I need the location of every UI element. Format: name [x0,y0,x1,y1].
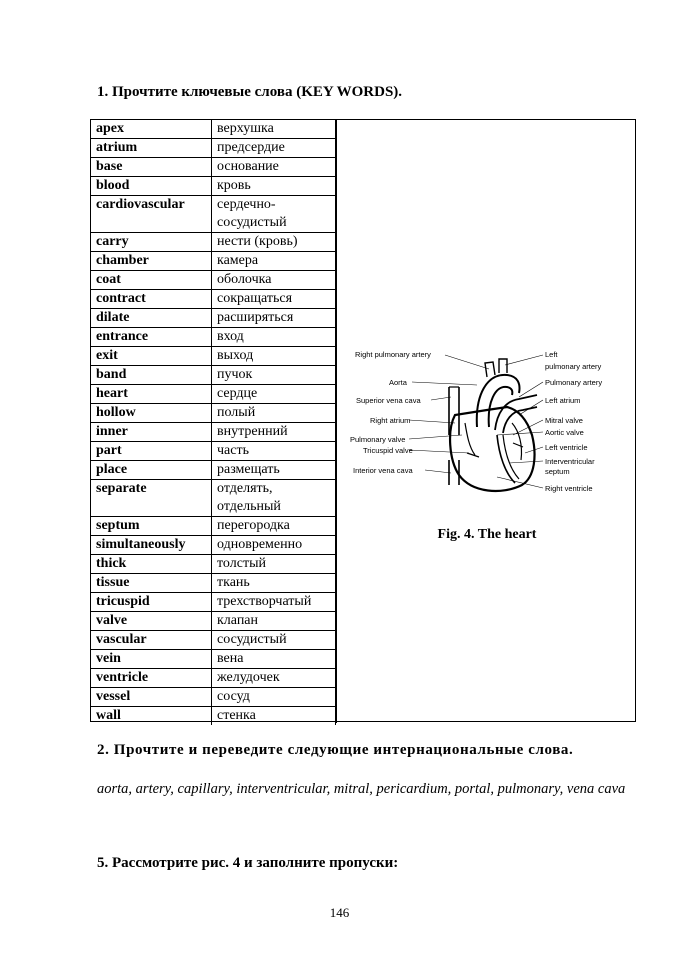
vocab-row [91,669,336,688]
vocab-russian: ткань [212,574,336,593]
vocab-russian: сердце [212,385,336,404]
vocab-row [91,555,336,574]
figure-caption: Fig. 4. The heart [437,527,537,542]
vocab-row [91,480,336,517]
vocab-english: place [91,461,212,480]
label-aortic-valve: Aortic valve [545,428,584,437]
heart-diagram [337,335,637,495]
vocab-english: cardiovascular [91,196,212,233]
vocab-russian: расширяться [212,309,336,328]
vocab-russian: отделять, отдельный [212,480,336,517]
vocab-row [91,328,336,347]
vocab-row [91,139,336,158]
vocab-english: wall [91,707,212,726]
vocab-english: vascular [91,631,212,650]
vocab-russian: вход [212,328,336,347]
vocab-russian: оболочка [212,271,336,290]
vocab-english: band [91,366,212,385]
label-mitral-valve: Mitral valve [545,416,583,425]
label-pulmonary-artery: Pulmonary artery [545,378,603,387]
vocab-row [91,177,336,196]
label-right-atrium: Right atrium [370,416,411,425]
vocab-russian: размещать [212,461,336,480]
section-1-title: 1. Прочтите ключевые слова (KEY WORDS). [97,84,403,100]
vocab-russian: выход [212,347,336,366]
vocab-row [91,120,336,139]
vocab-russian: перегородка [212,517,336,536]
page-number: 146 [329,905,350,920]
vocab-russian: клапан [212,612,336,631]
vocab-row [91,233,336,252]
vocab-row [91,536,336,555]
vocab-english: atrium [91,139,212,158]
section-2-title: 2. Прочтите и переведите следующие интернациональные слова. [97,742,574,758]
vocab-row [91,404,336,423]
label-superior-vena-cava: Superior vena cava [356,396,421,405]
vocab-row [91,309,336,328]
vocab-russian: верхушка [212,120,336,139]
vocab-row [91,423,336,442]
vocab-russian: часть [212,442,336,461]
vocab-english: separate [91,480,212,517]
keywords-box [90,119,636,722]
vocab-russian: одновременно [212,536,336,555]
vocab-row [91,290,336,309]
vocab-english: carry [91,233,212,252]
vocab-english: ventricle [91,669,212,688]
vocab-english: contract [91,290,212,309]
vocab-english: blood [91,177,212,196]
vocab-english: heart [91,385,212,404]
vocab-russian: сокращаться [212,290,336,309]
label-left-pulmonary-artery-1: Left [545,350,558,359]
label-interior-vena-cava: Interior vena cava [353,466,413,475]
vocab-row [91,347,336,366]
vocab-row [91,688,336,707]
vocab-english: base [91,158,212,177]
vocab-russian: нести (кровь) [212,233,336,252]
vocab-row [91,385,336,404]
vocab-english: apex [91,120,212,139]
vocab-english: tricuspid [91,593,212,612]
vocab-row [91,707,336,726]
vocab-russian: внутренний [212,423,336,442]
vocab-russian: сосуд [212,688,336,707]
label-left-pulmonary-artery-2: pulmonary artery [545,362,602,371]
vocab-russian: кровь [212,177,336,196]
vocab-row [91,442,336,461]
vocab-english: simultaneously [91,536,212,555]
vocab-row [91,650,336,669]
section-5-title: 5. Рассмотрите рис. 4 и заполните пропуски: [97,855,399,871]
vocab-english: coat [91,271,212,290]
vocab-row [91,196,336,233]
label-interventricular-1: Interventricular [545,457,595,466]
vocab-russian: желудочек [212,669,336,688]
heart-figure [336,120,637,723]
label-left-ventricle: Left ventricle [545,443,588,452]
vocab-row [91,461,336,480]
vocab-row [91,271,336,290]
heart-outline [449,359,537,491]
vocab-english: vessel [91,688,212,707]
label-right-pulmonary-artery: Right pulmonary artery [355,350,431,359]
vocab-english: valve [91,612,212,631]
vocab-russian: трехстворчатый [212,593,336,612]
vocab-russian: полый [212,404,336,423]
vocab-row [91,517,336,536]
vocab-english: tissue [91,574,212,593]
vocab-english: thick [91,555,212,574]
vocab-english: part [91,442,212,461]
vocab-english: inner [91,423,212,442]
label-tricuspid-valve: Tricuspid valve [363,446,413,455]
label-left-atrium: Left atrium [545,396,581,405]
vocab-english: septum [91,517,212,536]
label-interventricular-2: septum [545,467,570,476]
label-aorta: Aorta [389,378,407,387]
international-words: aorta, artery, capillary, interventricular, mitral, pericardium, portal, pulmonary, vena cava [97,781,626,797]
vocab-row [91,593,336,612]
vocab-english: vein [91,650,212,669]
label-right-ventricle: Right ventricle [545,484,593,493]
vocabulary-table [91,120,336,725]
vocab-english: hollow [91,404,212,423]
vocab-english: entrance [91,328,212,347]
vocab-russian: предсердие [212,139,336,158]
vocab-row [91,612,336,631]
vocab-russian: сосудистый [212,631,336,650]
vocab-russian: сердечно-сосудистый [212,196,336,233]
label-pulmonary-valve: Pulmonary valve [350,435,406,444]
vocab-russian: камера [212,252,336,271]
vocab-english: chamber [91,252,212,271]
vocab-row [91,158,336,177]
vocab-russian: основание [212,158,336,177]
vocab-row [91,366,336,385]
vocab-russian: толстый [212,555,336,574]
vocab-russian: стенка [212,707,336,726]
vocab-russian: вена [212,650,336,669]
vocab-row [91,574,336,593]
vocab-row [91,252,336,271]
vocab-russian: пучок [212,366,336,385]
vocab-english: dilate [91,309,212,328]
vocab-english: exit [91,347,212,366]
vocab-row [91,631,336,650]
